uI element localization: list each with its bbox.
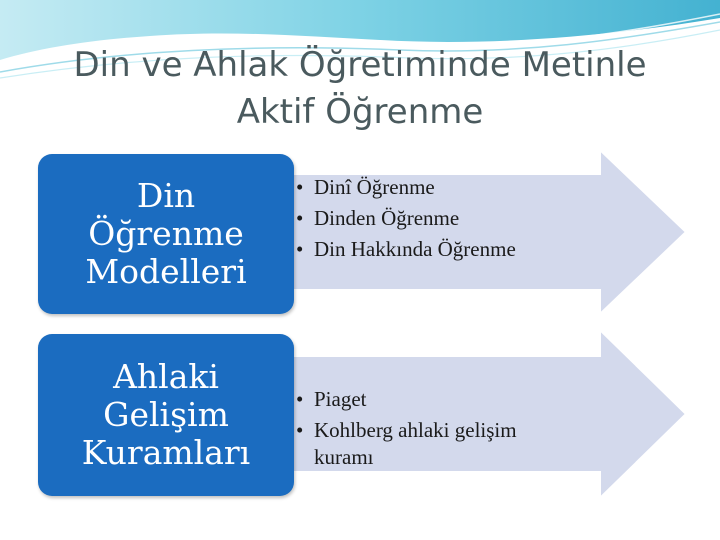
bullet-dot-icon: • xyxy=(296,387,304,411)
bullet-text: Dinî Öğrenme xyxy=(314,175,435,199)
row-2-bullet-list xyxy=(296,384,564,471)
row-2-label-box xyxy=(38,334,294,496)
bullet-item xyxy=(296,203,516,234)
page-title xyxy=(0,42,720,136)
bullet-item xyxy=(296,234,516,265)
row-1-label-line: Öğrenme xyxy=(88,214,244,253)
row-2-label-line: Ahlaki xyxy=(113,357,219,396)
bullet-item xyxy=(296,172,516,203)
bullet-item xyxy=(296,415,564,471)
row-moral-development xyxy=(0,328,720,504)
bullet-dot-icon: • xyxy=(296,418,304,442)
row-learning-models xyxy=(0,148,720,324)
row-1-bullet-list xyxy=(296,172,516,265)
row-2-label-line: Gelişim xyxy=(103,395,229,434)
bullet-item xyxy=(296,384,564,415)
row-1-label-line: Modelleri xyxy=(85,252,247,291)
page-title-line-2: Aktif Öğrenme xyxy=(236,92,484,132)
bullet-dot-icon: • xyxy=(296,237,304,261)
row-1-label-line: Din xyxy=(136,176,196,215)
bullet-text: Din Hakkında Öğrenme xyxy=(314,237,516,261)
bullet-dot-icon: • xyxy=(296,206,304,230)
bullet-text: Kohlberg ahlaki gelişim kuramı xyxy=(314,418,517,469)
bullet-dot-icon: • xyxy=(296,175,304,199)
bullet-text: Piaget xyxy=(314,387,367,411)
bullet-text: Dinden Öğrenme xyxy=(314,206,460,230)
row-1-label-box xyxy=(38,154,294,314)
page-title-line-1: Din ve Ahlak Öğretiminde Metinle xyxy=(73,45,647,85)
row-2-label-line: Kuramları xyxy=(81,433,251,472)
